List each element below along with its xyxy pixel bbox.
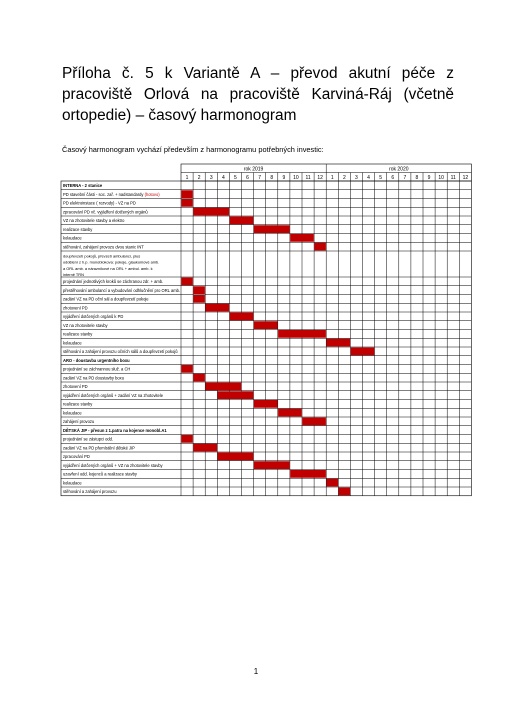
gantt-bar — [193, 444, 217, 452]
gantt-bar — [254, 461, 290, 469]
month-label: 3 — [209, 174, 213, 181]
row-label — [63, 384, 88, 389]
row-label-text: zhotovení PD — [63, 305, 88, 311]
row-label-text: zadání VZ na PD oční sál a doupřevzetí pokoje — [63, 296, 149, 302]
intro-paragraph: Časový harmonogram vychází především z harmonogramu potřebných investic: — [62, 145, 324, 154]
row-label-text: projednání jednotlivých kroků se záchranou zdr. + amb. — [63, 279, 164, 285]
row-label — [63, 297, 149, 302]
row-label: doupřevzetí pokojů, převzetí ambulancí, plus oddělení z h.p. monoblokova: pokoje, glaukomové amb. a ORL amb. a nárazníkové na ORL + ambul. amb. k interně TRN — [63, 253, 160, 278]
row-label-text: zpracování PD — [63, 454, 90, 460]
gantt-bar — [181, 278, 193, 286]
month-label: 2 — [342, 174, 346, 181]
row-label-text: vyjádření dotčených orgánů + VZ na zhotovitele stavby — [63, 462, 163, 468]
month-label: 5 — [234, 174, 237, 181]
gantt-bar — [327, 479, 339, 487]
row-label — [63, 279, 163, 284]
month-label: 6 — [246, 174, 249, 181]
section-heading — [63, 428, 167, 433]
status-highlight: (hotovo) — [143, 191, 160, 197]
month-label: 10 — [438, 174, 444, 181]
gantt-bar — [290, 470, 326, 478]
row-label-text: projednání se záchrannou služ. a CH — [63, 366, 131, 372]
row-label — [63, 454, 90, 459]
gantt-bar — [254, 400, 278, 408]
page-number: 1 — [253, 667, 259, 676]
gantt-bar — [302, 418, 326, 426]
gantt-bar — [351, 348, 375, 356]
gantt-bar — [230, 313, 254, 321]
month-label: 8 — [415, 174, 419, 181]
row-label — [63, 489, 116, 494]
gantt-bar — [181, 199, 193, 207]
gantt-bar — [278, 409, 302, 417]
gantt-bar — [193, 208, 229, 216]
gantt-bar — [290, 234, 314, 242]
row-label-text: realizace stavby — [63, 401, 93, 407]
row-label-text: stěhování, zahájení provozu dvou stanic INT — [63, 244, 144, 250]
row-label — [63, 288, 180, 293]
row-label — [63, 410, 82, 415]
row-label-text: vyjádření dotčených orgánů + zadání VZ na zhotovitele — [63, 392, 164, 398]
row-label — [63, 227, 93, 232]
row-label — [63, 480, 82, 485]
gantt-bar — [181, 365, 193, 373]
year-label: rok 2019 — [243, 166, 264, 173]
gantt-bar — [254, 225, 290, 233]
row-label — [63, 445, 135, 450]
month-label: 1 — [185, 174, 189, 181]
month-label: 2 — [197, 174, 201, 181]
gantt-bar — [327, 339, 351, 347]
month-label: 5 — [379, 174, 383, 181]
page-title: Příloha č. 5 k Variantě A – převod akutní péče z pracoviště Orlová na pracoviště Karviná-Ráj (včetně ortopedie) – časový harmonogram — [62, 65, 454, 124]
gantt-bar — [206, 383, 242, 391]
row-label — [63, 218, 125, 223]
month-label: 3 — [355, 174, 358, 181]
month-label: 11 — [450, 174, 456, 181]
row-label — [63, 305, 88, 310]
gantt-bar — [230, 217, 254, 225]
row-label-text: stěhování a zahájení provozu očních sálů a doupřevzetí pokojů — [63, 349, 178, 355]
row-label-text: PD stavební části - soc. zař. + nadstandardy — [63, 191, 144, 197]
section-heading — [63, 183, 103, 188]
row-label — [63, 244, 144, 249]
row-label-text: zpracování PD vč. vyjádření dotčených orgánů — [63, 209, 148, 215]
gantt-bar — [218, 453, 254, 461]
row-label-text: VZ na zhotovitele stavby a elektro — [63, 218, 125, 224]
gantt-bar — [339, 488, 351, 496]
month-label: 4 — [221, 174, 225, 181]
row-label — [63, 236, 82, 241]
row-label-text: zhotovení PD — [63, 384, 88, 390]
row-label-text: INTERNA - 2 stanice — [63, 183, 103, 189]
row-label — [63, 349, 177, 354]
month-label: 9 — [282, 174, 286, 181]
month-label: 6 — [391, 174, 395, 181]
gantt-bar — [181, 435, 193, 443]
row-label — [63, 375, 124, 380]
month-label: 7 — [403, 174, 407, 181]
row-label-text: kolaudace — [63, 410, 82, 416]
row-label — [63, 192, 160, 197]
month-label: 10 — [293, 174, 299, 181]
row-label — [63, 332, 93, 337]
month-label: 12 — [317, 174, 323, 181]
row-label-text: PD elektroinstace ( rozvody) - VZ na PD — [63, 200, 136, 206]
row-label-text: vyjádření dotčených orgánů k PD — [63, 314, 124, 320]
row-label-text: VZ na zhotovitele stavby — [63, 322, 108, 328]
row-label — [63, 314, 123, 319]
row-label — [63, 209, 148, 214]
row-label — [63, 323, 109, 328]
gantt-bar — [206, 304, 230, 312]
row-label-text: kolaudace — [63, 340, 82, 346]
gantt-bar — [218, 391, 254, 399]
row-label — [63, 367, 130, 372]
row-label-text: zadání VZ na PD doustavby boxu — [63, 375, 124, 381]
month-label: 11 — [305, 174, 311, 181]
row-label-text: DĚTSKÁ JIP - přesun z 1.patra na kojence monobl.A1 — [63, 427, 167, 433]
gantt-bar — [254, 321, 278, 329]
row-label-text: zadání VZ na PD přemístění dětské JIP — [63, 445, 135, 451]
row-label — [63, 402, 93, 407]
year-label: rok 2020 — [389, 166, 409, 173]
month-label: 9 — [427, 174, 431, 181]
month-label: 1 — [330, 174, 334, 181]
row-label-text: přestěhování ambulancí a vybudování odhlučnění pro ORL amb. — [63, 287, 181, 293]
row-label-text: kolaudace — [63, 480, 82, 486]
row-label-text: realizace stavby — [63, 226, 93, 232]
row-label-text: realizace stavby — [63, 331, 93, 337]
row-label — [63, 419, 94, 424]
gantt-bar — [278, 330, 326, 338]
gantt-bar — [193, 286, 205, 294]
row-label — [63, 472, 138, 477]
row-label-text: zahájení provozu — [63, 419, 95, 425]
month-label: 4 — [367, 174, 370, 181]
row-label — [63, 340, 82, 345]
row-label-text: ARO - doustavba urgentního boxu — [63, 357, 130, 363]
row-label-text: uzavření odd. kojenců a realizace stavby — [63, 471, 137, 477]
month-label: 8 — [270, 174, 274, 181]
gantt-bar — [314, 243, 326, 251]
section-heading — [63, 358, 130, 363]
row-label-text: projednání se zástupci odd. — [63, 436, 114, 442]
gantt-bar — [193, 374, 205, 382]
row-label — [63, 437, 113, 442]
row-label-text: kolaudace — [63, 235, 82, 241]
month-label: 7 — [258, 174, 262, 181]
row-label — [63, 463, 164, 468]
row-label-text: stěhování a zahájení provozu — [63, 489, 117, 495]
row-label — [63, 393, 164, 398]
gantt-bar — [181, 190, 193, 198]
row-label — [63, 201, 136, 206]
month-label: 12 — [462, 174, 469, 181]
gantt-bar — [193, 295, 205, 303]
